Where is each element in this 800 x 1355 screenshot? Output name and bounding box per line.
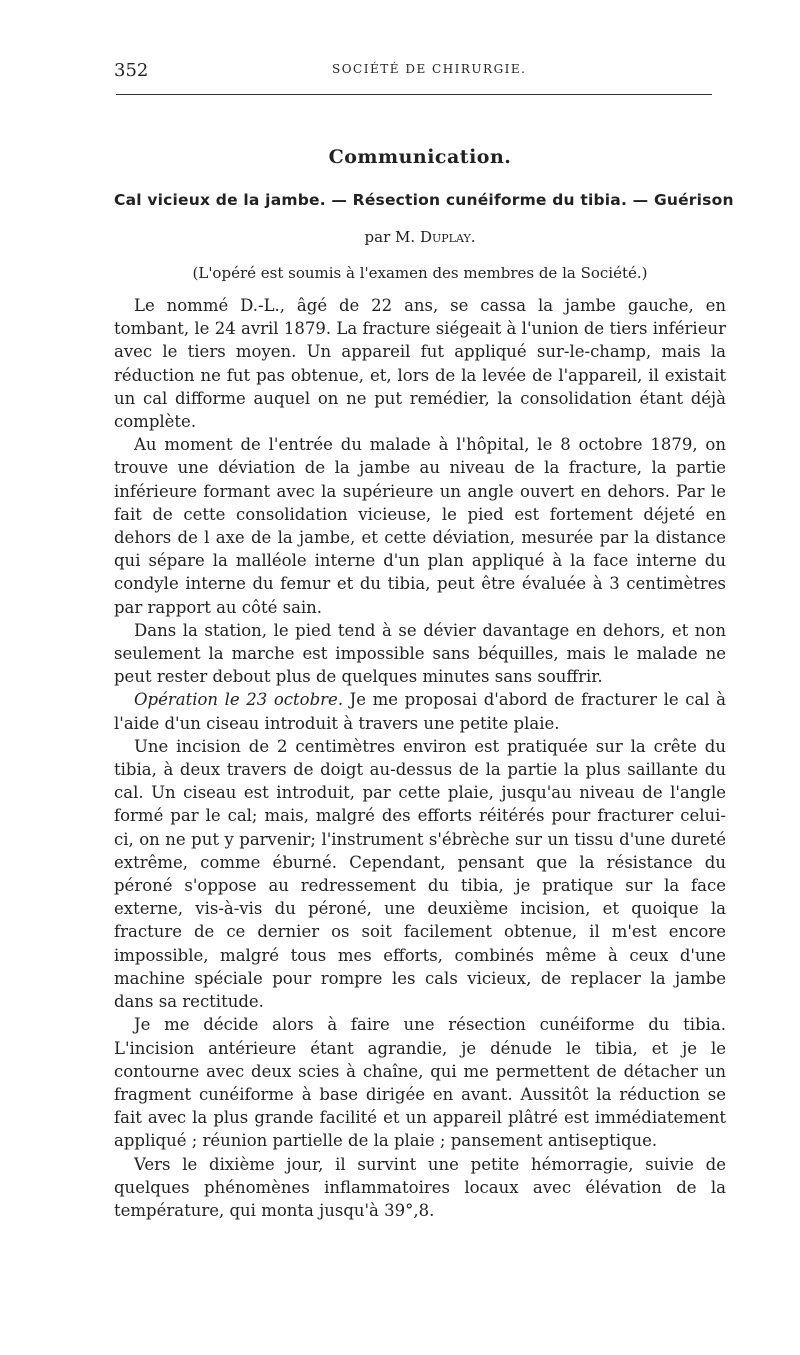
- author-line: [114, 228, 726, 246]
- author-name: Duplay.: [419, 228, 476, 246]
- page-header: [114, 60, 714, 84]
- paragraph-1: Le nommé D.-L., âgé de 22 ans, se cassa la jambe gauche, en tombant, le 24 avril 1879. La fracture siégeait à l'union de tiers inférieur avec le tiers moyen. Un appareil fut appliqué sur-le-champ, mais la réduction ne fut pas obtenue, et, lors de la levée de l'appareil, il existait un cal difforme auquel on ne put remédier, la consolidation étant déjà complète.: [114, 296, 726, 432]
- paragraph-2: Au moment de l'entrée du malade à l'hôpital, le 8 octobre 1879, on trouve une déviation de la jambe au niveau de la fracture, la partie inférieure formant avec la supérieure un angle ouvert en dehors. Par le fait de cette consolidation vicieuse, le pied est fortement déjeté en dehors de l axe de la jambe, et cette déviation, mesurée par la distance qui sépare la malléole interne d'un plan appliqué à la face interne du condyle interne du femur et du tibia, peut être évaluée à 3 centimètres par rapport au côté sain.: [114, 435, 726, 617]
- paragraph-4: [114, 688, 726, 734]
- running-head: SOCIÉTÉ DE CHIRURGIE.: [332, 62, 527, 76]
- page-number: 352: [114, 60, 149, 81]
- paragraph-7: Vers le dixième jour, il survint une petite hémorragie, suivie de quelques phénomènes inflammatoires locaux avec élévation de la température, qui monta jusqu'à 39°,8.: [114, 1154, 726, 1220]
- paragraph-3: Dans la station, le pied tend à se dévier davantage en dehors, et non seulement la marche est impossible sans béquilles, mais le malade ne peut rester debout plus de quelques minutes sans souffrir.: [114, 620, 726, 687]
- body-text: [114, 294, 726, 1222]
- examination-note: (L'opéré est soumis à l'examen des membres de la Société.): [192, 264, 648, 282]
- paper-title: Cal vicieux de la jambe. — Résection cunéiforme du tibia. — Guérison: [114, 191, 734, 209]
- paragraph-5: Une incision de 2 centimètres environ est pratiquée sur la crête du tibia, à deux travers de doigt au-dessus de la partie la plus saillante du cal. Un ciseau est introduit, par cette plaie, jusqu'au niveau de l'angle formé par le cal; mais, malgré des efforts réitérés pour fracturer celui-ci, on ne put y parvenir; l'instrument s'ébrèche sur un tissu d'une dureté extrême, comme éburné. Cependant, pensant que la résistance du péroné s'oppose au redressement du tibia, je pratique sur la face externe, vis-à-vis du péroné, une deuxième incision, et quoique la fracture de ce dernier os soit facilement obtenue, il m'est encore impossible, malgré tous mes efforts, combinés même à ceux d'une machine spéciale pour rompre les cals vicieux, de replacer la jambe dans sa rectitude.: [114, 736, 726, 1012]
- paragraph-4-text: Je me proposai d'abord de fracturer le cal à l'aide d'un ciseau introduit à travers une petite plaie.: [114, 690, 726, 733]
- header-rule: [116, 94, 712, 95]
- paragraph-4-lead: Opération le 23 octobre.: [134, 690, 344, 710]
- section-title: Communication.: [328, 146, 512, 168]
- author-prefix: par M.: [364, 228, 416, 246]
- paragraph-6: Je me décide alors à faire une résection cunéiforme du tibia. L'incision antérieure étant agrandie, je dénude le tibia, et je le contourne avec deux scies à chaîne, qui me permettent de détacher un fragment cunéiforme à base dirigée en avant. Aussitôt la réduction se fait avec la plus grande facilité et un appareil plâtré est immédiatement appliqué ; réunion partielle de la plaie ; pansement antiseptique.: [114, 1015, 726, 1151]
